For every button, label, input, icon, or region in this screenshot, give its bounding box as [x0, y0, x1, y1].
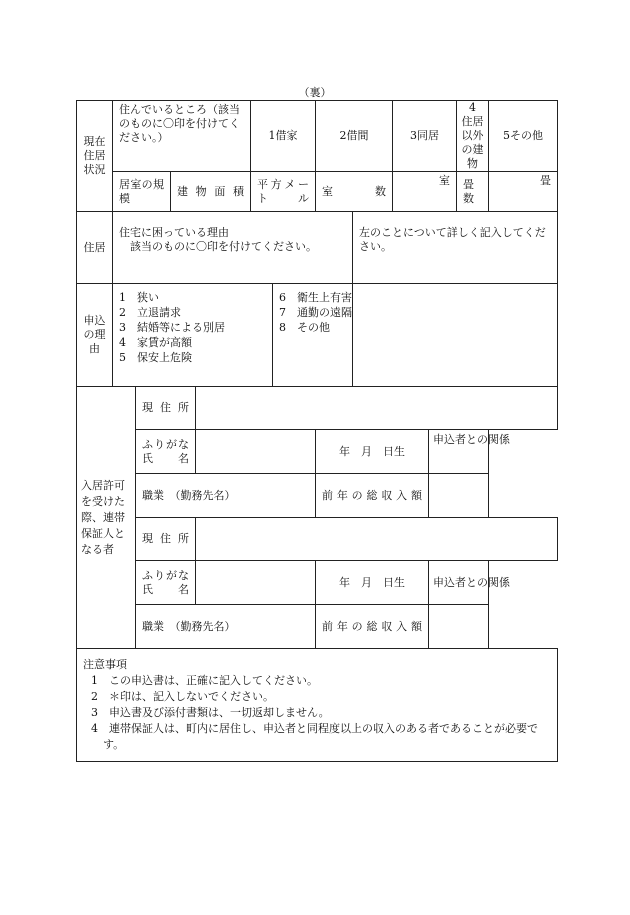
guarantor2-address-field[interactable]: [196, 518, 558, 561]
notes-title: 注意事項: [83, 658, 127, 671]
application-reason-section-label: 申込の理由: [77, 284, 113, 387]
option-rented-house[interactable]: 1借家: [251, 101, 316, 172]
residence-question: 住んでいるところ（該当のものに〇印を付けてください。）: [113, 101, 251, 172]
housing-trouble-question-line1: 住宅に困っている理由: [119, 226, 229, 239]
note-item: 1 この申込書は、正確に記入してください。: [91, 674, 318, 687]
building-area-label: 建物面積: [171, 172, 251, 212]
sqm-label: 平方メートル: [251, 172, 316, 212]
furigana-label: ふりがな: [142, 568, 189, 582]
reasons-right-list: [273, 284, 353, 387]
guarantor1-address-field[interactable]: [196, 387, 558, 430]
name-label: 氏名: [142, 451, 189, 465]
guarantor1-occupation-label: 職業 （勤務先名）: [136, 474, 316, 518]
reason-item[interactable]: 4 家賃が高額: [119, 336, 192, 349]
option-non-residential[interactable]: 4 住居以外の建物: [457, 101, 489, 172]
room-unit: 室: [439, 174, 450, 187]
reason-detail-field[interactable]: [353, 284, 558, 387]
residence-section-label: 現在住居状況: [77, 101, 113, 212]
guarantor2-income-field[interactable]: [429, 605, 489, 649]
guarantor1-relation-label: 申込者との関係: [429, 430, 489, 474]
guarantor1-birth-date[interactable]: 年 月 日生: [316, 430, 429, 474]
reason-item[interactable]: 5 保安上危険: [119, 351, 192, 364]
housing-trouble-detail-label: 左のことについて詳しく記入してください。: [353, 212, 558, 284]
room-count-label: 室数: [316, 172, 393, 212]
housing-section-label: 住居: [77, 212, 113, 284]
notes-section: [77, 649, 558, 762]
tatami-count-field[interactable]: [489, 172, 558, 212]
guarantor1-name-field[interactable]: [196, 430, 316, 474]
guarantor2-income-label: 前年の総収入額: [316, 605, 429, 649]
tatami-count-label: 畳数: [457, 172, 489, 212]
reason-item[interactable]: 8 その他: [279, 321, 330, 334]
furigana-label: ふりがな: [142, 437, 189, 451]
guarantor-section-label: 入居許可を受けた際、連帯保証人となる者: [77, 387, 136, 649]
application-form-back: [76, 100, 558, 762]
note-item: 2 ＊印は、記入しないでください。: [91, 690, 274, 703]
guarantor1-address-label: 現住所: [136, 387, 196, 430]
reason-item[interactable]: 2 立退請求: [119, 306, 181, 319]
option-rented-room[interactable]: 2借間: [316, 101, 393, 172]
guarantor1-income-label: 前年の総収入額: [316, 474, 429, 518]
reason-item[interactable]: 1 狭い: [119, 291, 159, 304]
tatami-unit: 畳: [540, 174, 551, 187]
reason-item[interactable]: 6 衛生上有害: [279, 291, 352, 304]
option-living-together[interactable]: 3同居: [393, 101, 457, 172]
page-side-header: （裏）: [298, 86, 332, 99]
guarantor2-relation-label: 申込者との関係: [429, 561, 489, 605]
guarantor2-address-label: 現住所: [136, 518, 196, 561]
reason-item[interactable]: 3 結婚等による別居: [119, 321, 225, 334]
guarantor2-name-field[interactable]: [196, 561, 316, 605]
note-item: 3 申込書及び添付書類は、一切返却しません。: [91, 706, 330, 719]
room-count-field[interactable]: [393, 172, 457, 212]
guarantor2-name-label: [136, 561, 196, 605]
guarantor1-name-label: [136, 430, 196, 474]
name-label: 氏名: [142, 582, 189, 596]
housing-trouble-question-line2: 該当のものに〇印を付けてください。: [130, 240, 317, 253]
guarantor2-birth-date[interactable]: 年 月 日生: [316, 561, 429, 605]
guarantor1-income-field[interactable]: [429, 474, 489, 518]
reasons-left-list: [113, 284, 273, 387]
reason-item[interactable]: 7 通勤の遠隔: [279, 306, 352, 319]
option-other[interactable]: 5その他: [489, 101, 558, 172]
guarantor2-occupation-label: 職業 （勤務先名）: [136, 605, 316, 649]
housing-trouble-question: [113, 212, 353, 284]
note-item: 4 連帯保証人は、町内に居住し、申込者と同程度以上の収入のある者であることが必要です。: [91, 722, 538, 751]
room-size-label: 居室の規模: [113, 172, 171, 212]
